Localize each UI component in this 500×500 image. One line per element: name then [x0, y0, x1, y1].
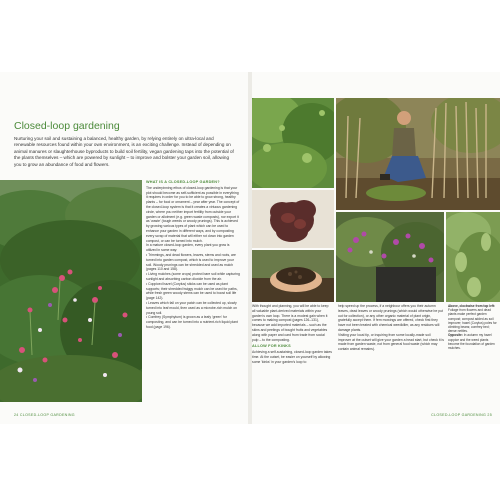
folio-left: 24 CLOSED-LOOP GARDENING — [14, 413, 75, 417]
bullet-item: • Trimmings, and dead flowers, leaves, stems and roots, are turned into garden compost, which is used to improve your soil. Woody prunings can be shredded and used as mulch (pages 110 and 158). — [146, 252, 236, 272]
section-body-2: In a mature closed-loop garden, every plant you grow is utilized in some way: — [146, 243, 230, 253]
bullet-item: • Comfrey (Symphytum) is grown as a leafy 'green' for composting, and can be turned into a nutrient-rich liquid plant food (page 196). — [146, 315, 238, 329]
book-spread — [0, 72, 500, 424]
section-body: The underpinning ethos of closed-loop gardening is that your plot should become as self-sufficient as possible in everything it requires in order for you to be able to grow strong, healthy plants – for food or ornament – year after year. The concept of the closed-loop system is that it creates a virtuous gardening circle, where you neither import fertility from outside your garden or allotment (e.g. green waste composts), nor export it as 'waste' (tough weeds or woody prunings). This is achieved by growing various types of plant which can be used to enhance your garden in different ways, and by composting every scrap of material that will either rot down into garden compost, or can be turned into mulch. — [146, 185, 240, 243]
column-what-is — [146, 180, 240, 330]
compost-in-hands-photo — [252, 250, 334, 302]
photo-caption — [448, 304, 498, 350]
caption-label-opposite: Opposite: — [448, 333, 463, 338]
caption-label-above: Above, clockwise from top left: — [448, 304, 496, 308]
left-page — [0, 72, 248, 424]
bullet-item: • Leaves which fall on your patch can be collected up, slowly turned into leaf mould, then used as a microbe-rich mulch on young soil. — [146, 300, 238, 315]
page-title: Closed-loop gardening — [14, 120, 120, 132]
section-body-2: Visiting your local tip, or inquiring from some locally-made soil improver at the outset will give your garden a head start, but check it is made from garden waste, not from general food waste (which may contain animal remains). — [338, 332, 444, 352]
red-lettuce-photo — [252, 190, 334, 248]
folio-right: CLOSED-LOOP GARDENING 25 — [431, 413, 492, 417]
column-kinks-continued — [338, 304, 444, 352]
section-heading-what-is: WHAT IS A CLOSED-LOOP GARDEN? — [146, 180, 220, 184]
section-body: With thought and planning, you will be able to keep all valuable plant-derived materials within your garden's own loop. There is a modest gain when it comes to making compost (pages 126–131), because we add imported materials – such as the skins and peelings of bought fruits and vegetables along with paper and card from trade from social pulp – to the composting. — [252, 304, 329, 342]
right-page — [252, 72, 500, 424]
bullet-item: • Coppiced hazel (Corylus) sticks can be used as plant supports; their shredded twiggy mulch can be used for paths, while fresh green woody stems can be used to boost soil life (page 142). — [146, 281, 238, 301]
section-body: help speed up the process, if a neighbour offers you their autumn leaves, dead leaves or woody prunings (which would otherwise be put out for collection), or any other organic material of plant origin, gratefully accept them. If fern mowings are offered, check first they have not been treated with chemical weedkiller, as any residues will damage plants. — [338, 304, 443, 332]
compost-plants-photo — [252, 98, 334, 188]
section-body-2: Achieving a self-sustaining, closed-loop garden takes time. At the outset, be easier on yourself by allowing some 'kinks' in your garden's loop to — [252, 350, 332, 364]
cottage-garden-photo — [0, 180, 142, 402]
nettles-photo — [446, 212, 500, 302]
section-heading-allow-for-kinks: ALLOW FOR KINKS — [252, 344, 291, 349]
caption-opposite: In autumn my hazel coppice and the weed plants become the foundation of garden mulches. — [448, 333, 495, 351]
gardener-hazel-poles-photo — [336, 98, 500, 210]
intro-paragraph: Nurturing your soil and sustaining a balanced, healthy garden, by relying entirely on ultra-local and renewable resources found within your own environment, is an exciting challenge. Instead of depending on animal manures or slaughterhouse byproducts to build soil fertility, vegan gardening taps into the potential of the plants themselves – which are powered by sunlight – to improve and bolster your garden soil, allowing you to grow an abundance of food and flowers. — [14, 136, 234, 167]
purple-flowers-photo — [336, 212, 444, 302]
caption-above: Foliage from flowers and dead plants make perfect garden compost; compost added as soil improver; hazel (Corylus) poles for climbing beans; comfrey bed; dense nettles. — [448, 308, 497, 334]
bullet-item: • Living mulches (some crops) protect bare soil while capturing sunlight and absorbing carbon dioxide from the air. — [146, 272, 240, 281]
column-planning — [252, 304, 332, 365]
